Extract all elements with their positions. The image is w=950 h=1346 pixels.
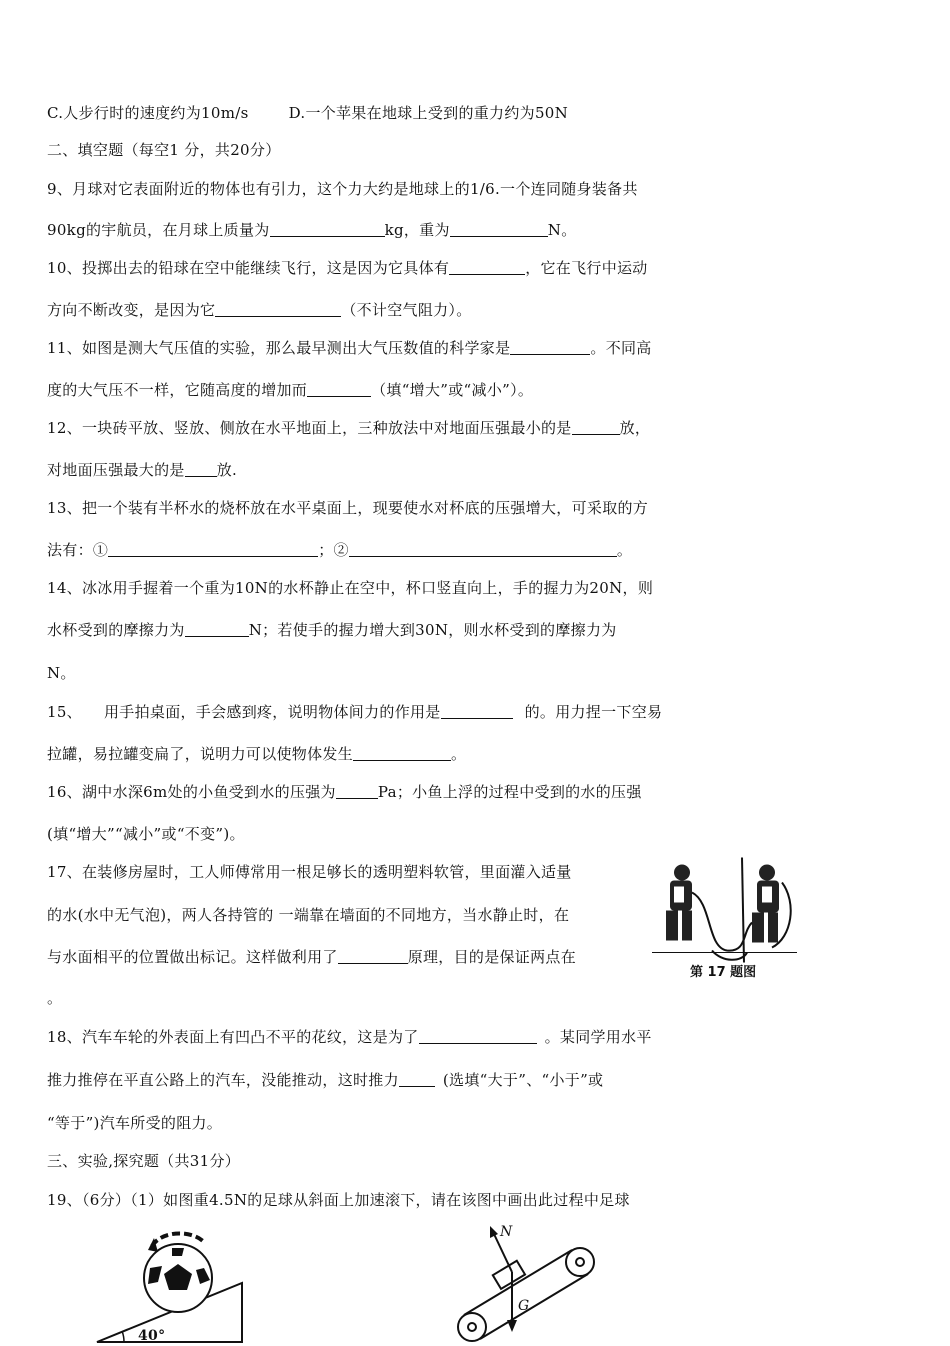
q17-line-2: 的水(水中无气泡)，两人各持管的 一端靠在墙面的不同地方，当水静止时，在 — [47, 906, 570, 924]
text: 10、投掷出去的铅球在空中能继续飞行，这是因为它具体有 — [47, 259, 450, 277]
q18-line-1 — [47, 1027, 652, 1047]
q12-line-1 — [47, 418, 650, 438]
section-3-heading: 三、实验,探究题（共31分） — [47, 1152, 241, 1170]
blank[interactable] — [185, 462, 217, 477]
blank[interactable] — [353, 746, 451, 761]
blank[interactable] — [349, 542, 617, 557]
q16-line-1 — [47, 782, 642, 802]
q13-line-2 — [47, 540, 632, 560]
blank[interactable] — [185, 622, 249, 637]
fig17-caption: 第 17 题图 — [690, 965, 757, 980]
q17-line-1: 17、在装修房屋时，工人师傅常用一根足够长的透明塑料软管，里面灌入适量 — [47, 863, 572, 881]
angle-label: 40° — [138, 1328, 166, 1344]
q12-line-2 — [47, 460, 237, 480]
q17-line-3 — [47, 947, 576, 967]
q19-line-1: 19、（6分）（1）如图重4.5N的足球从斜面上加速滚下，请在该图中画出此过程中足球 — [47, 1191, 630, 1209]
section-2-heading: 二、填空题（每空1 分，共20分） — [47, 141, 281, 159]
text: 。不同高 — [590, 339, 652, 357]
text: 12、一块砖平放、竖放、侧放在水平地面上，三种放法中对地面压强最小的是 — [47, 419, 572, 437]
conveyor-belt-figure — [450, 1222, 610, 1344]
blank[interactable] — [215, 302, 341, 317]
blank[interactable] — [441, 704, 513, 719]
blank[interactable] — [108, 542, 318, 557]
q17-line-4: 。 — [47, 989, 63, 1007]
q11-line-1 — [47, 338, 652, 358]
text: 水杯受到的摩擦力为 — [47, 621, 185, 639]
text: 15、 — [47, 703, 82, 721]
q15-line-1 — [47, 702, 662, 722]
text: （填“增大”或“减小”）。 — [371, 381, 534, 399]
blank[interactable] — [307, 382, 371, 397]
text: Pa；小鱼上浮的过程中受到的水的压强 — [377, 783, 642, 801]
q14-line-3: N。 — [47, 664, 76, 682]
ball-incline-figure — [92, 1228, 252, 1344]
q10-line-2 — [47, 300, 472, 320]
blank[interactable] — [419, 1029, 537, 1044]
text: 方向不断改变，是因为它 — [47, 301, 216, 319]
blank[interactable] — [572, 420, 620, 435]
fig17-workers-image — [652, 845, 797, 980]
text: 。 — [451, 745, 467, 763]
text: 用手拍桌面，手会感到疼，说明物体间力的作用是 — [104, 703, 441, 721]
text: 拉罐，易拉罐变扁了，说明力可以使物体发生 — [47, 745, 354, 763]
text: 的。用力捏一下空易 — [524, 703, 663, 721]
q9-line-1: 9、月球对它表面附近的物体也有引力，这个力大约是地球上的1/6.一个连同随身装备共 — [47, 180, 638, 198]
text: (选填“大于”、“小于”或 — [442, 1071, 604, 1089]
q10-line-1 — [47, 258, 648, 278]
text: N；若使手的握力增大到30N，则水杯受到的摩擦力为 — [248, 621, 617, 639]
q11-line-2 — [47, 380, 533, 400]
force-n-label: N — [500, 1224, 513, 1240]
text: （不计空气阻力）。 — [341, 301, 472, 319]
text: N。 — [547, 221, 577, 239]
text: 。 — [616, 541, 633, 559]
text: 16、湖中水深6m处的小鱼受到水的压强为 — [47, 783, 336, 801]
blank[interactable] — [449, 260, 525, 275]
q14-line-2 — [47, 620, 617, 640]
q18-line-2 — [47, 1070, 603, 1090]
q16-line-2: (填“增大”“减小”或“不变”)。 — [47, 825, 245, 843]
text: 度的大气压不一样，它随高度的增加而 — [47, 381, 308, 399]
q9-line-2 — [47, 220, 577, 240]
text: 对地面压强最大的是 — [47, 461, 185, 479]
text: 与水面相平的位置做出标记。这样做利用了 — [47, 948, 338, 966]
blank[interactable] — [399, 1072, 435, 1087]
blank[interactable] — [338, 949, 408, 964]
text: ，它在飞行中运动 — [525, 259, 648, 277]
q18-line-3: “等于”)汽车所受的阻力。 — [47, 1114, 223, 1132]
option-d: D.一个苹果在地球上受到的重力约为50N — [288, 104, 569, 122]
blank[interactable] — [270, 222, 385, 237]
text: 推力推停在平直公路上的汽车，没能推动，这时推力 — [47, 1071, 399, 1089]
q15-line-2 — [47, 744, 466, 764]
option-line — [47, 103, 568, 123]
text: 原理，目的是保证两点在 — [407, 948, 577, 966]
q13-line-1: 13、把一个装有半杯水的烧杯放在水平桌面上，现要使水对杯底的压强增大，可采取的方 — [47, 499, 649, 517]
text: 法有：① — [47, 541, 109, 559]
text: ；② — [318, 541, 349, 559]
text: 11、如图是测大气压值的实验，那么最早测出大气压数值的科学家是 — [47, 339, 511, 357]
text: 。某同学用水平 — [544, 1028, 652, 1046]
text: 放. — [216, 461, 238, 479]
text: 18、汽车车轮的外表面上有凹凸不平的花纹，这是为了 — [47, 1028, 419, 1046]
force-g-label: G — [518, 1298, 530, 1314]
blank[interactable] — [450, 222, 548, 237]
option-c: C.人步行时的速度约为10m/s — [47, 104, 249, 122]
blank[interactable] — [510, 340, 590, 355]
text: 放， — [619, 419, 651, 437]
text: kg，重为 — [384, 221, 450, 239]
text: 90kg的宇航员，在月球上质量为 — [47, 221, 270, 239]
blank[interactable] — [336, 784, 378, 799]
q14-line-1: 14、冰冰用手握着一个重为10N的水杯静止在空中，杯口竖直向上，手的握力为20N，则 — [47, 579, 654, 597]
